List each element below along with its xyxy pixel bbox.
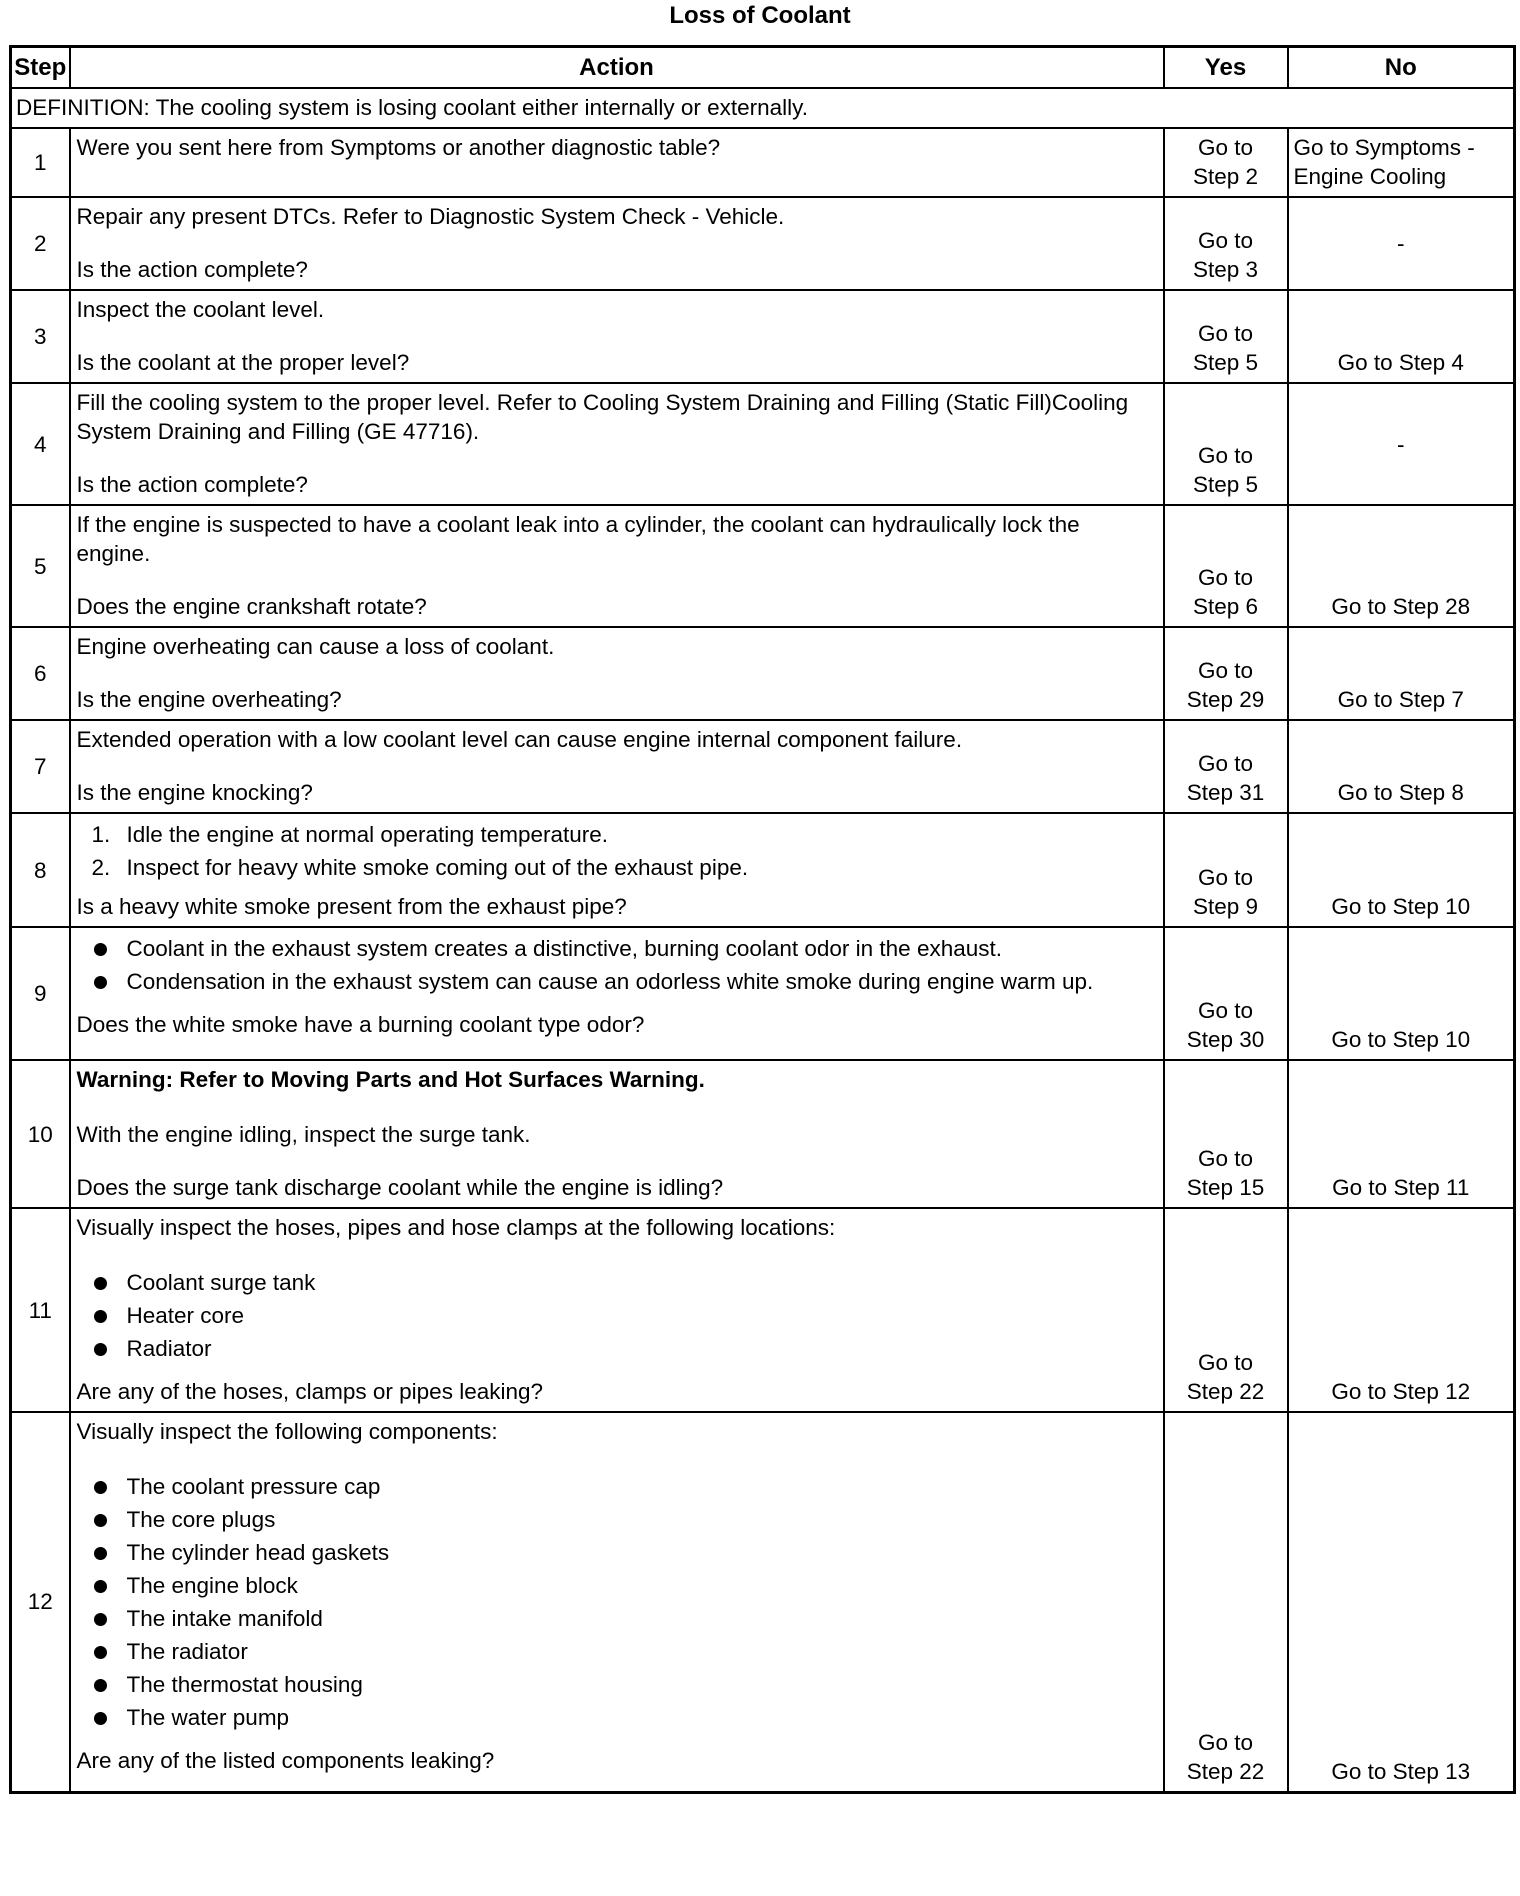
action-question: Is the action complete? xyxy=(76,257,308,282)
action-text: Engine overheating can cause a loss of coolant. xyxy=(76,634,555,659)
list-item xyxy=(77,1536,1157,1569)
action-cell xyxy=(70,290,1164,383)
list-item xyxy=(77,1569,1157,1602)
header-step: Step xyxy=(11,47,70,89)
action-cell xyxy=(70,813,1164,927)
no-line: - xyxy=(1397,231,1405,256)
list-item: 2. Inspect for heavy white smoke coming out of the exhaust pipe. xyxy=(91,855,749,880)
bullet-icon xyxy=(94,1310,107,1323)
table-row xyxy=(11,627,1515,720)
action-text: Extended operation with a low coolant level can cause engine internal component failure. xyxy=(76,727,963,752)
list-item xyxy=(77,1503,1157,1536)
action-cell xyxy=(70,1208,1164,1412)
list-item-text: The radiator xyxy=(126,1639,248,1664)
bullet-list xyxy=(77,1266,1157,1365)
bullet-icon xyxy=(94,1646,107,1659)
yes-line: Go to xyxy=(1197,751,1254,776)
yes-cell xyxy=(1164,813,1288,927)
step-number: 7 xyxy=(11,720,70,813)
action-question: Does the engine crankshaft rotate? xyxy=(76,594,427,619)
diagnostic-table xyxy=(9,45,1516,1794)
page-title: Loss of Coolant xyxy=(669,2,851,29)
action-text: Visually inspect the following components: xyxy=(76,1419,498,1444)
no-cell xyxy=(1288,383,1515,505)
yes-line: Step 30 xyxy=(1186,1027,1265,1052)
definition-row xyxy=(11,88,1515,128)
table-row xyxy=(11,290,1515,383)
action-question: Is the engine knocking? xyxy=(76,780,313,805)
action-text: Repair any present DTCs. Refer to Diagnostic System Check - Vehicle. xyxy=(76,204,785,229)
no-line: Engine Cooling xyxy=(1293,164,1447,189)
list-item-text: Heater core xyxy=(126,1303,245,1328)
yes-line: Step 29 xyxy=(1186,687,1265,712)
list-item-text: Idle the engine at normal operating temperature. xyxy=(126,822,609,847)
no-cell xyxy=(1288,813,1515,927)
table-row xyxy=(11,128,1515,197)
step-number: 1 xyxy=(11,128,70,197)
no-cell xyxy=(1288,927,1515,1060)
action-text: Fill the cooling system to the proper level. Refer to Cooling System Draining and Filling (Static Fill)Cooling System Draining and Filling (GE 47716). xyxy=(76,390,1129,444)
yes-cell xyxy=(1164,290,1288,383)
list-item xyxy=(77,1299,1157,1332)
yes-cell xyxy=(1164,505,1288,627)
list-item-text: Coolant surge tank xyxy=(126,1270,316,1295)
list-item xyxy=(77,1602,1157,1635)
action-question: Are any of the hoses, clamps or pipes leaking? xyxy=(76,1379,544,1404)
table-row xyxy=(11,505,1515,627)
yes-line: Go to xyxy=(1197,658,1254,683)
action-question: Are any of the listed components leaking? xyxy=(76,1748,495,1773)
action-question: Is the engine overheating? xyxy=(76,687,342,712)
yes-line: Step 3 xyxy=(1192,257,1259,282)
no-cell xyxy=(1288,1060,1515,1208)
step-number: 10 xyxy=(11,1060,70,1208)
list-item-text: Coolant in the exhaust system creates a distinctive, burning coolant odor in the exhaust. xyxy=(126,936,1003,961)
yes-line: Go to xyxy=(1197,443,1254,468)
bullet-icon xyxy=(94,976,107,989)
yes-line: Step 22 xyxy=(1186,1758,1265,1784)
yes-cell xyxy=(1164,197,1288,290)
bullet-icon xyxy=(94,1343,107,1356)
step-number: 6 xyxy=(11,627,70,720)
yes-line: Go to xyxy=(1197,1729,1254,1755)
yes-line: Go to xyxy=(1197,998,1254,1023)
list-item-text: The thermostat housing xyxy=(126,1672,363,1697)
action-cell xyxy=(70,383,1164,505)
bullet-icon xyxy=(94,1277,107,1290)
action-question: Is a heavy white smoke present from the exhaust pipe? xyxy=(76,894,627,919)
yes-line: Go to xyxy=(1197,1350,1254,1375)
step-number: 4 xyxy=(11,383,70,505)
bullet-icon xyxy=(94,1481,107,1494)
action-question: Does the white smoke have a burning coolant type odor? xyxy=(76,1012,645,1037)
table-row xyxy=(11,927,1515,1060)
no-line: Go to Step 4 xyxy=(1337,350,1464,375)
action-text: Were you sent here from Symptoms or another diagnostic table? xyxy=(76,135,721,160)
step-number: 3 xyxy=(11,290,70,383)
bullet-icon xyxy=(94,1514,107,1527)
yes-line: Step 5 xyxy=(1192,472,1259,497)
action-cell xyxy=(70,720,1164,813)
yes-line: Go to xyxy=(1197,1146,1254,1171)
warning-text: Warning: Refer to Moving Parts and Hot Surfaces Warning. xyxy=(76,1067,705,1092)
table-row xyxy=(11,720,1515,813)
step-number: 11 xyxy=(11,1208,70,1412)
action-question: Is the action complete? xyxy=(76,472,308,497)
action-text: Inspect the coolant level. xyxy=(76,297,325,322)
header-row xyxy=(11,47,1515,89)
no-line: Go to Step 7 xyxy=(1337,687,1464,712)
list-item xyxy=(77,932,1157,965)
yes-cell xyxy=(1164,1412,1288,1792)
bullet-icon xyxy=(94,1679,107,1692)
step-number: 9 xyxy=(11,927,70,1060)
yes-line: Step 31 xyxy=(1186,780,1265,805)
list-item xyxy=(77,965,1157,998)
table-row xyxy=(11,1412,1515,1792)
no-line: Go to Step 8 xyxy=(1337,780,1464,805)
table-row xyxy=(11,197,1515,290)
list-item-text: The intake manifold xyxy=(126,1606,323,1631)
list-item-text: The cylinder head gaskets xyxy=(126,1540,390,1565)
action-cell xyxy=(70,927,1164,1060)
no-cell xyxy=(1288,1208,1515,1412)
no-cell xyxy=(1288,197,1515,290)
bullet-icon xyxy=(94,1580,107,1593)
yes-cell xyxy=(1164,720,1288,813)
action-text: With the engine idling, inspect the surge tank. xyxy=(76,1122,531,1147)
yes-line: Step 9 xyxy=(1192,894,1259,919)
bullet-icon xyxy=(94,1712,107,1725)
list-item-text: Condensation in the exhaust system can cause an odorless white smoke during engine warm up. xyxy=(126,969,1094,994)
action-question: Does the surge tank discharge coolant while the engine is idling? xyxy=(76,1175,724,1200)
yes-cell xyxy=(1164,627,1288,720)
yes-cell xyxy=(1164,383,1288,505)
no-cell xyxy=(1288,1412,1515,1792)
step-number: 8 xyxy=(11,813,70,927)
action-cell xyxy=(70,128,1164,197)
yes-line: Go to xyxy=(1197,565,1254,590)
bullet-list xyxy=(77,932,1157,998)
action-cell xyxy=(70,197,1164,290)
yes-line: Step 15 xyxy=(1186,1175,1265,1200)
list-item-text: Radiator xyxy=(126,1336,212,1361)
bullet-list xyxy=(77,1470,1157,1734)
list-item xyxy=(77,1266,1157,1299)
yes-line: Step 2 xyxy=(1192,164,1259,189)
yes-line: Go to xyxy=(1197,865,1254,890)
no-cell xyxy=(1288,290,1515,383)
step-number: 12 xyxy=(11,1412,70,1792)
yes-line: Go to xyxy=(1197,135,1254,160)
no-line: Go to Step 28 xyxy=(1331,594,1471,619)
list-item-text: Inspect for heavy white smoke coming out of the exhaust pipe. xyxy=(126,855,749,880)
list-item-text: The water pump xyxy=(126,1705,290,1730)
no-cell xyxy=(1288,505,1515,627)
bullet-icon xyxy=(94,943,107,956)
no-line: Go to Symptoms - xyxy=(1293,135,1475,160)
yes-cell xyxy=(1164,927,1288,1060)
list-item xyxy=(77,1635,1157,1668)
list-item xyxy=(77,1332,1157,1365)
yes-line: Step 6 xyxy=(1192,594,1259,619)
no-line: - xyxy=(1397,431,1405,457)
table-row xyxy=(11,1208,1515,1412)
no-line: Go to Step 11 xyxy=(1332,1175,1470,1200)
list-item xyxy=(77,1470,1157,1503)
step-number: 5 xyxy=(11,505,70,627)
no-cell xyxy=(1288,720,1515,813)
table-row xyxy=(11,1060,1515,1208)
action-text: Visually inspect the hoses, pipes and hose clamps at the following locations: xyxy=(76,1215,836,1240)
no-line: Go to Step 12 xyxy=(1331,1379,1471,1404)
no-line: Go to Step 10 xyxy=(1331,1027,1471,1052)
action-cell xyxy=(70,1060,1164,1208)
numbered-list xyxy=(77,818,1157,884)
no-cell xyxy=(1288,128,1515,197)
definition-text: DEFINITION: The cooling system is losing coolant either internally or externally. xyxy=(11,88,1515,128)
list-item-text: The coolant pressure cap xyxy=(126,1474,381,1499)
list-item xyxy=(77,1668,1157,1701)
bullet-icon xyxy=(94,1613,107,1626)
list-item-text: The engine block xyxy=(126,1573,298,1598)
table-row xyxy=(11,383,1515,505)
action-text: If the engine is suspected to have a coolant leak into a cylinder, the coolant can hydraulically lock the engine. xyxy=(76,512,1080,566)
yes-line: Go to xyxy=(1197,228,1254,253)
list-item-text: The core plugs xyxy=(126,1507,276,1532)
yes-cell xyxy=(1164,1060,1288,1208)
yes-cell xyxy=(1164,1208,1288,1412)
header-no: No xyxy=(1288,47,1515,89)
action-cell xyxy=(70,627,1164,720)
header-yes: Yes xyxy=(1164,47,1288,89)
action-cell xyxy=(70,1412,1164,1792)
step-number: 2 xyxy=(11,197,70,290)
no-line: Go to Step 10 xyxy=(1331,894,1471,919)
no-cell xyxy=(1288,627,1515,720)
action-question: Is the coolant at the proper level? xyxy=(76,350,410,375)
no-line: Go to Step 13 xyxy=(1331,1758,1471,1784)
table-row xyxy=(11,813,1515,927)
yes-line: Step 22 xyxy=(1186,1379,1265,1404)
yes-cell xyxy=(1164,128,1288,197)
yes-line: Go to xyxy=(1197,321,1254,346)
list-item: 1. Idle the engine at normal operating temperature. xyxy=(91,822,609,847)
list-item xyxy=(77,1701,1157,1734)
action-cell xyxy=(70,505,1164,627)
bullet-icon xyxy=(94,1547,107,1560)
header-action: Action xyxy=(70,47,1164,89)
yes-line: Step 5 xyxy=(1192,350,1259,375)
